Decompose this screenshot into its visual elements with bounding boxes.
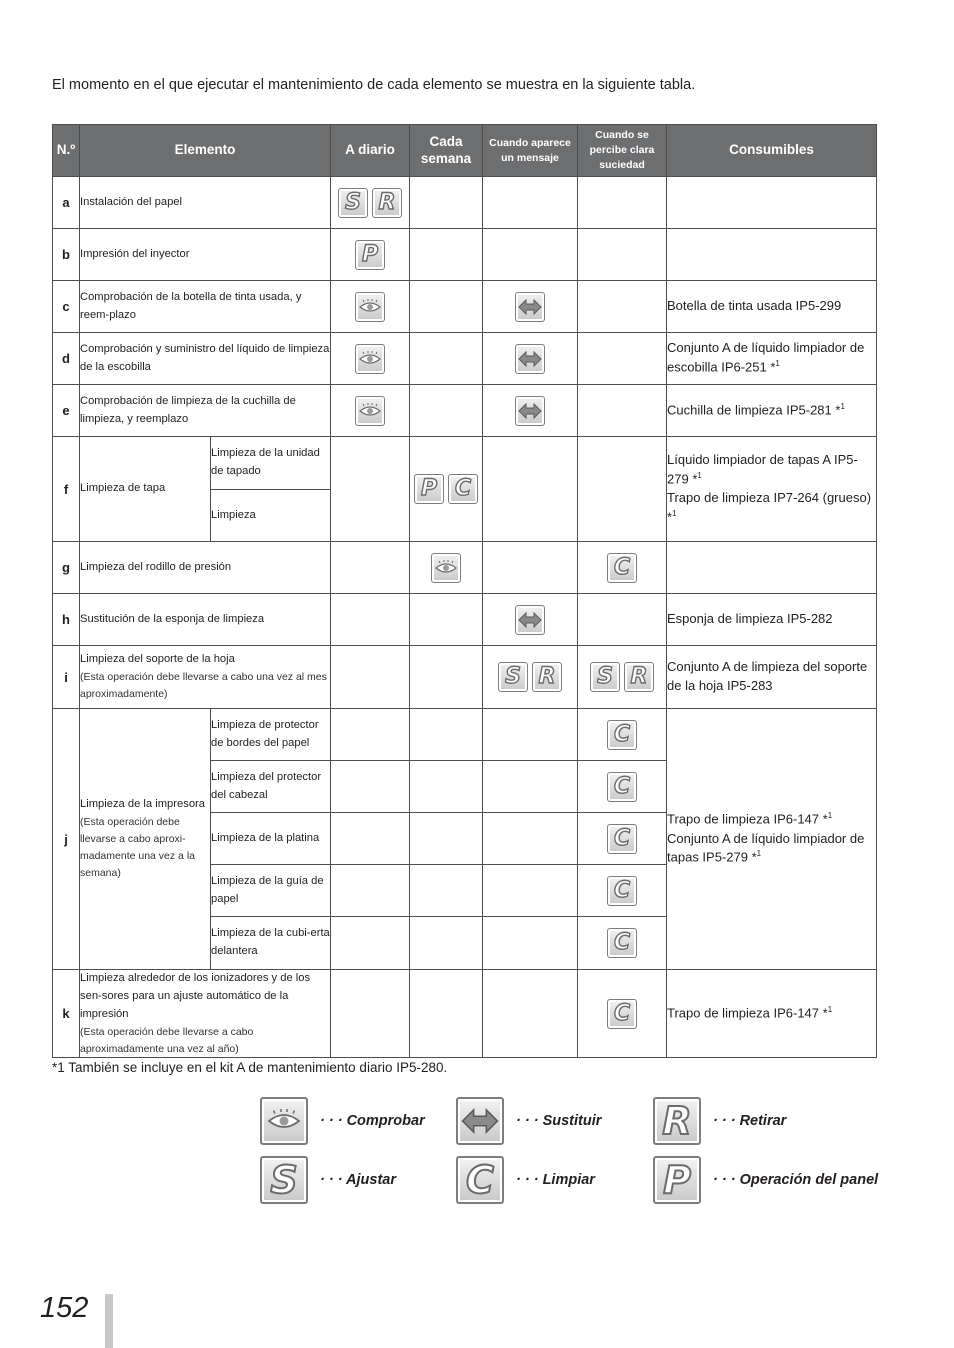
weekly-cell [410, 437, 483, 542]
row-note: (Esta operación debe llevarse a cabo aproximadamente una vez al año) [80, 1025, 254, 1055]
row-subitem: Limpieza de protector de bordes del papel [211, 709, 331, 761]
row-subitem: Limpieza de la cubi-erta delantera [211, 917, 331, 970]
table-row [53, 970, 877, 1058]
table-row [53, 385, 877, 437]
table-row [53, 333, 877, 385]
message-cell [483, 813, 578, 865]
weekly-cell [410, 761, 483, 813]
message-cell [483, 594, 578, 646]
daily-cell [331, 865, 410, 917]
clean-icon: C [607, 772, 637, 802]
weekly-cell [410, 385, 483, 437]
row-item: Limpieza de tapa [80, 437, 211, 542]
legend-label: · · · Sustituir [516, 1113, 602, 1129]
message-cell [483, 709, 578, 761]
message-cell [483, 761, 578, 813]
header-weekly: Cada semana [410, 125, 483, 177]
weekly-cell [410, 229, 483, 281]
message-cell [483, 970, 578, 1058]
panel-operation-icon: P [653, 1156, 701, 1204]
row-item: Comprobación de limpieza de la cuchilla de limpieza, y reemplazo [80, 385, 331, 437]
message-cell [483, 333, 578, 385]
daily-cell [331, 333, 410, 385]
page-edge-bar [105, 1294, 113, 1348]
row-subitem: Limpieza [211, 490, 331, 542]
clean-icon: C [607, 553, 637, 583]
table-row [53, 709, 877, 761]
row-num: i [53, 646, 80, 709]
daily-cell [331, 542, 410, 594]
daily-cell [331, 594, 410, 646]
daily-cell [331, 970, 410, 1058]
consumables-cell: Líquido limpiador de tapas A IP5-279 *$^1$ Trapo de limpieza IP7-264 (grueso) *$^1$ [667, 437, 877, 542]
clean-icon: C [607, 999, 637, 1029]
intro-text: El momento en el que ejecutar el mantenimiento de cada elemento se muestra en la siguiente tabla. [52, 77, 696, 93]
consumables-cell: Trapo de limpieza IP6-147 *$^1$ Conjunto A de líquido limpiador de tapas IP5-279 *$^1$ [667, 709, 877, 970]
legend-replace [456, 1097, 601, 1145]
adjust-icon: S [338, 188, 368, 218]
table-row [53, 229, 877, 281]
table-row [53, 646, 877, 709]
dirt-cell [578, 813, 667, 865]
consumables-cell: Conjunto A de limpieza del soporte de la hoja IP5-283 [667, 646, 877, 709]
replace-arrows-icon [515, 605, 545, 635]
table-row [53, 594, 877, 646]
consumables-cell: Esponja de limpieza IP5-282 [667, 594, 877, 646]
eye-icon [431, 553, 461, 583]
row-subitem: Limpieza de la unidad de tapado [211, 437, 331, 490]
message-cell [483, 865, 578, 917]
row-subitem: Limpieza del protector del cabezal [211, 761, 331, 813]
row-num: e [53, 385, 80, 437]
header-dirt: Cuando se percibe clara suciedad [578, 125, 667, 177]
remove-icon: R [624, 662, 654, 692]
message-cell [483, 281, 578, 333]
consumables-cell: Botella de tinta usada IP5-299 [667, 281, 877, 333]
consumables-cell: Conjunto A de líquido limpiador de escobilla IP6-251 *$^1$ [667, 333, 877, 385]
row-num: f [53, 437, 80, 542]
dirt-cell [578, 917, 667, 970]
daily-cell [331, 813, 410, 865]
dirt-cell [578, 229, 667, 281]
row-subitem: Limpieza de la platina [211, 813, 331, 865]
row-subitem: Limpieza de la guía de papel [211, 865, 331, 917]
legend-clean [456, 1156, 595, 1204]
replace-arrows-icon [515, 292, 545, 322]
message-cell [483, 437, 578, 542]
header-message: Cuando aparece un mensaje [483, 125, 578, 177]
dirt-cell [578, 646, 667, 709]
daily-cell [331, 437, 410, 542]
table-row [53, 281, 877, 333]
eye-icon [355, 396, 385, 426]
dirt-cell [578, 333, 667, 385]
dirt-cell [578, 865, 667, 917]
message-cell [483, 542, 578, 594]
icon-legend [258, 1095, 898, 1207]
row-item: Limpieza alrededor de los ionizadores y de los sen-sores para un ajuste automático de la impresión (Esta operación debe llevarse a cabo aproximadamente una vez al año) [80, 970, 331, 1058]
message-cell [483, 917, 578, 970]
header-item: Elemento [80, 125, 331, 177]
row-item: Impresión del inyector [80, 229, 331, 281]
daily-cell [331, 229, 410, 281]
weekly-cell [410, 917, 483, 970]
legend-remove [653, 1097, 786, 1145]
eye-icon [355, 344, 385, 374]
message-cell [483, 229, 578, 281]
legend-label: · · · Operación del panel [713, 1172, 879, 1188]
legend-panel [653, 1156, 878, 1204]
legend-label: · · · Ajustar [320, 1172, 396, 1188]
dirt-cell [578, 385, 667, 437]
weekly-cell [410, 542, 483, 594]
table-header-row [53, 125, 877, 177]
weekly-cell [410, 813, 483, 865]
clean-icon: C [456, 1156, 504, 1204]
weekly-cell [410, 865, 483, 917]
replace-arrows-icon [515, 344, 545, 374]
weekly-cell [410, 281, 483, 333]
dirt-cell [578, 709, 667, 761]
footnote: *1 También se incluye en el kit A de mantenimiento diario IP5-280. [52, 1060, 448, 1075]
dirt-cell [578, 437, 667, 542]
replace-arrows-icon [456, 1097, 504, 1145]
row-num: b [53, 229, 80, 281]
eye-icon [260, 1097, 308, 1145]
row-item: Comprobación y suministro del líquido de limpieza de la escobilla [80, 333, 331, 385]
legend-label: · · · Comprobar [320, 1113, 425, 1129]
remove-icon: R [532, 662, 562, 692]
weekly-cell [410, 177, 483, 229]
row-num: h [53, 594, 80, 646]
message-cell [483, 177, 578, 229]
legend-label: · · · Retirar [713, 1113, 787, 1129]
message-cell [483, 385, 578, 437]
daily-cell [331, 385, 410, 437]
row-num: c [53, 281, 80, 333]
eye-icon [355, 292, 385, 322]
clean-icon: C [607, 928, 637, 958]
row-num: d [53, 333, 80, 385]
clean-icon: C [607, 720, 637, 750]
weekly-cell [410, 594, 483, 646]
dirt-cell [578, 594, 667, 646]
replace-arrows-icon [515, 396, 545, 426]
consumables-cell: Cuchilla de limpieza IP5-281 *$^1$ [667, 385, 877, 437]
consumables-cell: Trapo de limpieza IP6-147 *$^1$ [667, 970, 877, 1058]
row-note: (Esta operación debe llevarse a cabo aproxi-madamente una vez a la semana) [80, 816, 195, 879]
table-row [53, 177, 877, 229]
daily-cell [331, 709, 410, 761]
row-item: Comprobación de la botella de tinta usada, y reem-plazo [80, 281, 331, 333]
panel-operation-icon: P [355, 240, 385, 270]
adjust-icon: S [590, 662, 620, 692]
maintenance-table [52, 124, 877, 1058]
adjust-icon: S [260, 1156, 308, 1204]
dirt-cell [578, 761, 667, 813]
consumables-cell [667, 542, 877, 594]
weekly-cell [410, 709, 483, 761]
row-num: k [53, 970, 80, 1058]
legend-label: · · · Limpiar [516, 1172, 595, 1188]
panel-operation-icon: P [414, 474, 444, 504]
row-note: (Esta operación debe llevarse a cabo una vez al mes aproximadamente) [80, 671, 327, 700]
row-item: Limpieza del soporte de la hoja (Esta operación debe llevarse a cabo una vez al mes aproximadamente) [80, 646, 331, 709]
row-item: Instalación del papel [80, 177, 331, 229]
daily-cell [331, 281, 410, 333]
remove-icon: R [653, 1097, 701, 1145]
remove-icon: R [372, 188, 402, 218]
row-item: Sustitución de la esponja de limpieza [80, 594, 331, 646]
clean-icon: C [448, 474, 478, 504]
daily-cell [331, 917, 410, 970]
daily-cell [331, 646, 410, 709]
legend-check [260, 1097, 425, 1145]
dirt-cell [578, 542, 667, 594]
consumables-cell [667, 229, 877, 281]
page-number: 152 [40, 1292, 89, 1324]
daily-cell [331, 177, 410, 229]
table-row [53, 542, 877, 594]
weekly-cell [410, 333, 483, 385]
row-num: g [53, 542, 80, 594]
header-num: N.º [53, 125, 80, 177]
dirt-cell [578, 177, 667, 229]
header-daily: A diario [331, 125, 410, 177]
consumables-cell [667, 177, 877, 229]
row-item: Limpieza del rodillo de presión [80, 542, 331, 594]
clean-icon: C [607, 824, 637, 854]
table-row [53, 437, 877, 490]
daily-cell [331, 761, 410, 813]
legend-adjust [260, 1156, 396, 1204]
dirt-cell [578, 281, 667, 333]
adjust-icon: S [498, 662, 528, 692]
clean-icon: C [607, 876, 637, 906]
weekly-cell [410, 646, 483, 709]
dirt-cell [578, 970, 667, 1058]
row-item: Limpieza de la impresora (Esta operación debe llevarse a cabo aproxi-madamente una vez a la semana) [80, 709, 211, 970]
row-num: j [53, 709, 80, 970]
header-consumables: Consumibles [667, 125, 877, 177]
row-num: a [53, 177, 80, 229]
weekly-cell [410, 970, 483, 1058]
message-cell [483, 646, 578, 709]
